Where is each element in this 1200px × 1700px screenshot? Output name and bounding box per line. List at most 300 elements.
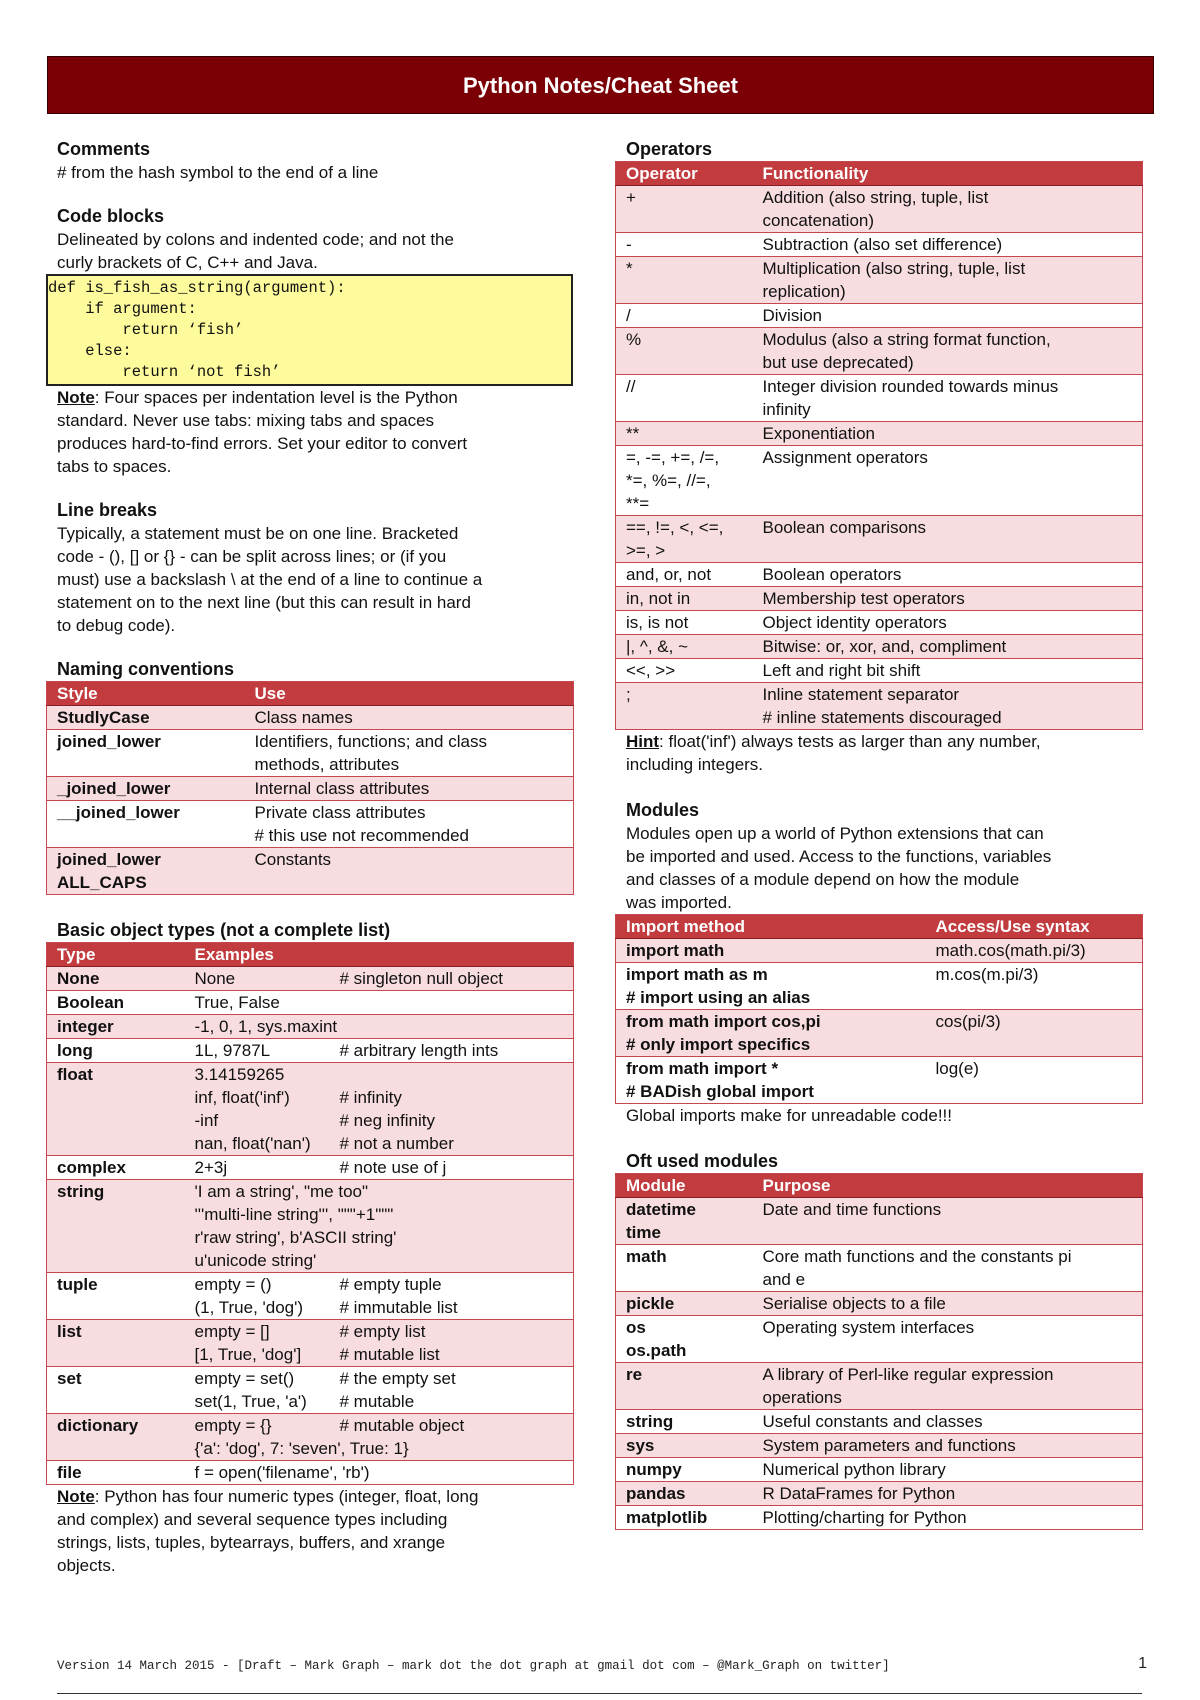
- table-row: [47, 967, 574, 991]
- module-cell: [616, 1198, 753, 1245]
- example-line: [195, 1180, 564, 1203]
- cell-line: *: [626, 259, 633, 278]
- example-code: -inf: [194, 1111, 219, 1130]
- cell-line: R DataFrames for Python: [762, 1484, 956, 1503]
- table-row: [47, 991, 574, 1015]
- operator-cell: [616, 233, 753, 257]
- cell-line: Integer division rounded towards minus: [762, 377, 1059, 396]
- style-cell: joined_lower: [47, 730, 245, 777]
- purpose-cell: [753, 1482, 1143, 1506]
- cell-line: **: [626, 424, 640, 443]
- cell-line: Date and time functions: [762, 1200, 942, 1219]
- operator-cell: [616, 304, 753, 328]
- use-cell: Constants: [245, 848, 574, 895]
- functionality-cell: [753, 422, 1143, 446]
- purpose-cell: [753, 1363, 1143, 1410]
- example-code: nan, float('nan'): [194, 1134, 311, 1153]
- example-comment: # mutable: [339, 1392, 415, 1411]
- cell-line: infinity: [762, 400, 811, 419]
- example-line: [195, 1156, 564, 1179]
- functionality-cell: [753, 611, 1143, 635]
- cell-line: and, or, not: [626, 565, 712, 584]
- table-row: [47, 1039, 574, 1063]
- example-line: [195, 1414, 564, 1437]
- cell-line: Plotting/charting for Python: [762, 1508, 967, 1527]
- example-code: 2+3j: [194, 1158, 228, 1177]
- example-code: set(1, True, 'a'): [194, 1392, 307, 1411]
- purpose-cell: [753, 1316, 1143, 1363]
- column-header: Operator: [616, 162, 753, 186]
- example-line: [195, 1461, 564, 1484]
- cell-line: operations: [762, 1388, 842, 1407]
- basic-types-heading: Basic object types (not a complete list): [57, 920, 391, 940]
- table-row: [616, 516, 1143, 563]
- purpose-cell: [753, 1198, 1143, 1245]
- table-row: [616, 635, 1143, 659]
- example-code: '''multi-line string''', """+1""": [194, 1205, 394, 1224]
- cell-line: and e: [762, 1270, 806, 1289]
- example-comment: # empty list: [339, 1322, 426, 1341]
- table-row: [616, 611, 1143, 635]
- note-label: Note: [57, 1487, 95, 1506]
- cell-line: time: [626, 1223, 661, 1242]
- cell-line: os: [626, 1318, 646, 1337]
- cell-line: datetime: [626, 1200, 696, 1219]
- example-comment: # empty tuple: [339, 1275, 442, 1294]
- table-row: [616, 587, 1143, 611]
- line-breaks-heading: Line breaks: [57, 500, 158, 520]
- table-row: [47, 706, 574, 730]
- page-number: 1: [1138, 1655, 1147, 1672]
- example-code: -1, 0, 1, sys.maxint: [194, 1017, 338, 1036]
- table-row: [616, 1506, 1143, 1530]
- use-cell: Identifiers, functions; and class methods, attributes: [245, 730, 574, 777]
- table-row: [616, 304, 1143, 328]
- access-syntax-cell: log(e): [926, 1057, 1143, 1104]
- oft-modules-table: [615, 1173, 1143, 1530]
- example-comment: # mutable object: [339, 1416, 465, 1435]
- table-row: [616, 1434, 1143, 1458]
- access-syntax-cell: m.cos(m.pi/3): [926, 963, 1143, 1010]
- example-line: [195, 1132, 564, 1155]
- purpose-cell: [753, 1292, 1143, 1316]
- line-breaks-text: statement on to the next line (but this can result in hard: [57, 593, 471, 612]
- cell-line: *=, %=, //=,: [626, 471, 711, 490]
- style-cell: __joined_lower: [47, 801, 245, 848]
- type-cell: tuple: [47, 1273, 185, 1320]
- functionality-cell: [753, 304, 1143, 328]
- operator-cell: [616, 659, 753, 683]
- examples-cell: [185, 1039, 574, 1063]
- table-row: [47, 1156, 574, 1180]
- code-note-line: standard. Never use tabs: mixing tabs and spaces: [57, 411, 435, 430]
- example-code: inf, float('inf'): [194, 1088, 290, 1107]
- left-column: [48, 138, 574, 1577]
- table-header-row: [47, 943, 574, 967]
- examples-cell: [185, 1320, 574, 1367]
- cell-line: //: [626, 377, 636, 396]
- note-label: Note: [57, 388, 95, 407]
- cell-line: Useful constants and classes: [762, 1412, 983, 1431]
- functionality-cell: [753, 516, 1143, 563]
- table-row: [47, 801, 574, 848]
- column-header: Module: [616, 1174, 753, 1198]
- modules-after-text: Global imports make for unreadable code!!!: [626, 1106, 953, 1125]
- style-cell: StudlyCase: [47, 706, 245, 730]
- table-row: [47, 777, 574, 801]
- purpose-cell: [753, 1434, 1143, 1458]
- example-comment: # immutable list: [339, 1298, 458, 1317]
- examples-cell: [185, 1015, 574, 1039]
- cell-line: concatenation): [762, 211, 875, 230]
- cell-line: re: [626, 1365, 643, 1384]
- cell-line: import math as m: [626, 965, 768, 984]
- functionality-cell: [753, 257, 1143, 304]
- table-row: [47, 1180, 574, 1273]
- table-row: [616, 683, 1143, 730]
- table-row: [616, 939, 1143, 963]
- modules-text: be imported and used. Access to the functions, variables: [626, 847, 1052, 866]
- operator-cell: [616, 516, 753, 563]
- functionality-cell: [753, 683, 1143, 730]
- cell-line: ;: [626, 685, 631, 704]
- cell-line: pandas: [626, 1484, 686, 1503]
- cell-line: os.path: [626, 1341, 687, 1360]
- cell-line: Object identity operators: [762, 613, 947, 632]
- table-row: [616, 328, 1143, 375]
- cell-line: ==, !=, <, <=,: [626, 518, 724, 537]
- type-cell: file: [47, 1461, 185, 1485]
- column-header: Examples: [185, 943, 574, 967]
- use-cell: Internal class attributes: [245, 777, 574, 801]
- table-header-row: [616, 1174, 1143, 1198]
- type-cell: set: [47, 1367, 185, 1414]
- table-row: [616, 1198, 1143, 1245]
- example-comment: # mutable list: [339, 1345, 440, 1364]
- type-cell: complex: [47, 1156, 185, 1180]
- code-example: [46, 274, 573, 386]
- examples-cell: [185, 1414, 574, 1461]
- table-row: [47, 1015, 574, 1039]
- example-line: [195, 1226, 564, 1249]
- purpose-cell: [753, 1410, 1143, 1434]
- example-line: [195, 1367, 564, 1390]
- import-method-cell: [616, 963, 926, 1010]
- line-breaks-text: must) use a backslash \ at the end of a line to continue a: [57, 570, 483, 589]
- import-method-cell: [616, 1010, 926, 1057]
- table-row: [47, 1414, 574, 1461]
- column-header: Purpose: [753, 1174, 1143, 1198]
- type-cell: list: [47, 1320, 185, 1367]
- cell-line: Assignment operators: [762, 448, 928, 467]
- example-comment: # neg infinity: [339, 1111, 435, 1130]
- modules-text: was imported.: [626, 893, 732, 912]
- example-line: [195, 1015, 564, 1038]
- table-row: [616, 375, 1143, 422]
- cell-line: numpy: [626, 1460, 682, 1479]
- functionality-cell: [753, 233, 1143, 257]
- use-cell: Private class attributes # this use not recommended: [245, 801, 574, 848]
- footer: [57, 1655, 1147, 1678]
- module-cell: [616, 1316, 753, 1363]
- example-line: [195, 967, 564, 990]
- cell-line: # inline statements discouraged: [762, 708, 1002, 727]
- cell-line: from math import cos,pi: [626, 1012, 821, 1031]
- example-line: [195, 1086, 564, 1109]
- example-code: 1L, 9787L: [194, 1041, 271, 1060]
- cell-line: Modulus (also a string format function,: [762, 330, 1051, 349]
- type-cell: long: [47, 1039, 185, 1063]
- table-row: [616, 1363, 1143, 1410]
- use-cell: Class names: [245, 706, 574, 730]
- access-syntax-cell: math.cos(math.pi/3): [926, 939, 1143, 963]
- example-code: f = open('filename', 'rb'): [194, 1463, 370, 1482]
- operator-cell: [616, 683, 753, 730]
- table-row: [47, 1461, 574, 1485]
- types-note: Note: Python has four numeric types (integer, float, long: [57, 1487, 479, 1506]
- code-note-line: produces hard-to-find errors. Set your editor to convert: [57, 434, 468, 453]
- functionality-cell: [753, 563, 1143, 587]
- code-line: if argument:: [48, 300, 197, 318]
- module-cell: [616, 1410, 753, 1434]
- table-header-row: [616, 915, 1143, 939]
- column-header: Style: [47, 682, 245, 706]
- examples-cell: [185, 991, 574, 1015]
- cell-line: replication): [762, 282, 846, 301]
- code-blocks-heading: Code blocks: [57, 206, 165, 226]
- cell-line: Bitwise: or, xor, and, compliment: [762, 637, 1007, 656]
- import-method-cell: [616, 939, 926, 963]
- column-header: Import method: [616, 915, 926, 939]
- table-row: [616, 963, 1143, 1010]
- example-code: empty = (): [194, 1275, 272, 1294]
- code-blocks-text-1: Delineated by colons and indented code; and not the: [57, 230, 454, 249]
- example-code: 3.14159265: [194, 1065, 285, 1084]
- example-code: empty = []: [194, 1322, 270, 1341]
- operators-heading: Operators: [626, 139, 713, 159]
- comments-heading: Comments: [57, 139, 151, 159]
- table-row: [616, 1410, 1143, 1434]
- column-header: Functionality: [753, 162, 1143, 186]
- code-note: Note: Four spaces per indentation level is the Python: [57, 388, 458, 407]
- access-syntax-cell: cos(pi/3): [926, 1010, 1143, 1057]
- example-line: [195, 1063, 564, 1086]
- table-row: [616, 1057, 1143, 1104]
- example-line: [195, 991, 564, 1014]
- footer-rule: [57, 1693, 1142, 1694]
- example-comment: # arbitrary length ints: [339, 1041, 499, 1060]
- table-row: [616, 1245, 1143, 1292]
- functionality-cell: [753, 328, 1143, 375]
- example-comment: # infinity: [339, 1088, 402, 1107]
- example-comment: # the empty set: [339, 1369, 456, 1388]
- example-code: (1, True, 'dog'): [194, 1298, 304, 1317]
- table-row: [47, 730, 574, 777]
- types-note-line: strings, lists, tuples, bytearrays, buffers, and xrange: [57, 1533, 446, 1552]
- cell-line: Serialise objects to a file: [762, 1294, 946, 1313]
- operators-table: [615, 161, 1143, 730]
- operator-cell: [616, 446, 753, 516]
- cell-line: Addition (also string, tuple, list: [762, 188, 989, 207]
- example-code: 'I am a string', "me too": [194, 1182, 369, 1201]
- examples-cell: [185, 1156, 574, 1180]
- cell-line: is, is not: [626, 613, 689, 632]
- cell-line: Boolean comparisons: [762, 518, 926, 537]
- example-line: [195, 1390, 564, 1413]
- type-cell: integer: [47, 1015, 185, 1039]
- line-breaks-text: code - (), [] or {} - can be split across lines; or (if you: [57, 547, 447, 566]
- purpose-cell: [753, 1458, 1143, 1482]
- cell-line: +: [626, 188, 636, 207]
- example-line: [195, 1109, 564, 1132]
- functionality-cell: [753, 587, 1143, 611]
- cell-line: **=: [626, 494, 650, 513]
- cell-line: Operating system interfaces: [762, 1318, 975, 1337]
- naming-table: [46, 681, 574, 895]
- naming-heading: Naming conventions: [57, 659, 235, 679]
- comments-text: # from the hash symbol to the end of a line: [57, 163, 379, 182]
- table-row: [616, 1292, 1143, 1316]
- table-row: [616, 1458, 1143, 1482]
- operator-cell: [616, 422, 753, 446]
- example-comment: # not a number: [339, 1134, 454, 1153]
- cell-line: math: [626, 1247, 667, 1266]
- cell-line: Numerical python library: [762, 1460, 946, 1479]
- examples-cell: [185, 1180, 574, 1273]
- modules-text: Modules open up a world of Python extensions that can: [626, 824, 1044, 843]
- type-cell: string: [47, 1180, 185, 1273]
- cell-line: System parameters and functions: [762, 1436, 1016, 1455]
- example-line: [195, 1296, 564, 1319]
- operator-cell: [616, 563, 753, 587]
- example-code: r'raw string', b'ASCII string': [194, 1228, 397, 1247]
- example-code: u'unicode string': [194, 1251, 317, 1270]
- module-cell: [616, 1434, 753, 1458]
- purpose-cell: [753, 1506, 1143, 1530]
- table-row: [616, 186, 1143, 233]
- operator-cell: [616, 375, 753, 422]
- functionality-cell: [753, 375, 1143, 422]
- table-row: [616, 1316, 1143, 1363]
- cell-line: Subtraction (also set difference): [762, 235, 1003, 254]
- operator-cell: [616, 635, 753, 659]
- operator-cell: [616, 186, 753, 233]
- cell-line: Exponentiation: [762, 424, 875, 443]
- example-line: [195, 1437, 564, 1460]
- example-comment: # note use of j: [339, 1158, 447, 1177]
- table-row: [47, 1367, 574, 1414]
- cell-line: A library of Perl-like regular expression: [762, 1365, 1054, 1384]
- table-row: [47, 1273, 574, 1320]
- type-cell: None: [47, 967, 185, 991]
- cell-line: >=, >: [626, 541, 666, 560]
- functionality-cell: [753, 446, 1143, 516]
- example-line: [195, 1249, 564, 1272]
- table-row: [616, 233, 1143, 257]
- table-row: [616, 1482, 1143, 1506]
- example-line: [195, 1039, 564, 1062]
- cell-line: string: [626, 1412, 674, 1431]
- code-line: def is_fish_as_string(argument):: [48, 279, 346, 297]
- cell-line: sys: [626, 1436, 655, 1455]
- import-method-cell: [616, 1057, 926, 1104]
- cell-line: Left and right bit shift: [762, 661, 921, 680]
- example-code: {'a': 'dog', 7: 'seven', True: 1}: [194, 1439, 409, 1458]
- cell-line: pickle: [626, 1294, 675, 1313]
- example-comment: # singleton null object: [339, 969, 504, 988]
- module-cell: [616, 1292, 753, 1316]
- operator-cell: [616, 257, 753, 304]
- code-blocks-text-2: curly brackets of C, C++ and Java.: [57, 253, 318, 272]
- cell-line: Boolean operators: [762, 565, 902, 584]
- code-line: else:: [48, 342, 132, 360]
- cell-line: # import using an alias: [626, 988, 811, 1007]
- cell-line: but use deprecated): [762, 353, 914, 372]
- style-cell: _joined_lower: [47, 777, 245, 801]
- example-code: True, False: [194, 993, 280, 1012]
- right-column: [626, 138, 1154, 1530]
- code-note-line: tabs to spaces.: [57, 457, 172, 476]
- purpose-cell: [753, 1245, 1143, 1292]
- type-cell: Boolean: [47, 991, 185, 1015]
- column-header: Access/Use syntax: [926, 915, 1143, 939]
- examples-cell: [185, 1273, 574, 1320]
- functionality-cell: [753, 186, 1143, 233]
- module-cell: [616, 1506, 753, 1530]
- cell-line: Membership test operators: [762, 589, 965, 608]
- example-code: [1, True, 'dog']: [194, 1345, 302, 1364]
- page-title: Python Notes/Cheat Sheet: [47, 56, 1154, 114]
- example-code: empty = set(): [194, 1369, 295, 1388]
- functionality-cell: [753, 635, 1143, 659]
- example-line: [195, 1273, 564, 1296]
- cell-line: in, not in: [626, 589, 691, 608]
- table-row: [47, 848, 574, 895]
- cell-line: matplotlib: [626, 1508, 708, 1527]
- example-line: [195, 1203, 564, 1226]
- cell-line: from math import *: [626, 1059, 779, 1078]
- table-header-row: [47, 682, 574, 706]
- cell-line: Multiplication (also string, tuple, list: [762, 259, 1026, 278]
- example-code: empty = {}: [194, 1416, 272, 1435]
- column-header: Use: [245, 682, 574, 706]
- cell-line: <<, >>: [626, 661, 676, 680]
- footer-text: Version 14 March 2015 - [Draft – Mark Graph – mark dot the dot graph at gmail dot com – @Mark_Graph on twitter]: [57, 1659, 890, 1673]
- examples-cell: [185, 967, 574, 991]
- cell-line: Inline statement separator: [762, 685, 960, 704]
- table-row: [47, 1320, 574, 1367]
- code-line: return ‘fish’: [48, 321, 244, 339]
- example-code: None: [194, 969, 236, 988]
- cell-line: import math: [626, 941, 725, 960]
- cell-line: # BADish global import: [626, 1082, 814, 1101]
- table-row: [616, 257, 1143, 304]
- examples-cell: [185, 1063, 574, 1156]
- type-cell: float: [47, 1063, 185, 1156]
- modules-heading: Modules: [626, 800, 700, 820]
- import-methods-table: [615, 914, 1143, 1104]
- examples-cell: [185, 1461, 574, 1485]
- basic-types-table: [46, 942, 574, 1485]
- example-line: [195, 1320, 564, 1343]
- types-note-line: and complex) and several sequence types including: [57, 1510, 448, 1529]
- hint-label: Hint: [626, 732, 660, 751]
- table-row: [616, 563, 1143, 587]
- types-note-line: objects.: [57, 1556, 116, 1575]
- table-row: [47, 1063, 574, 1156]
- operator-cell: [616, 611, 753, 635]
- operator-cell: [616, 587, 753, 611]
